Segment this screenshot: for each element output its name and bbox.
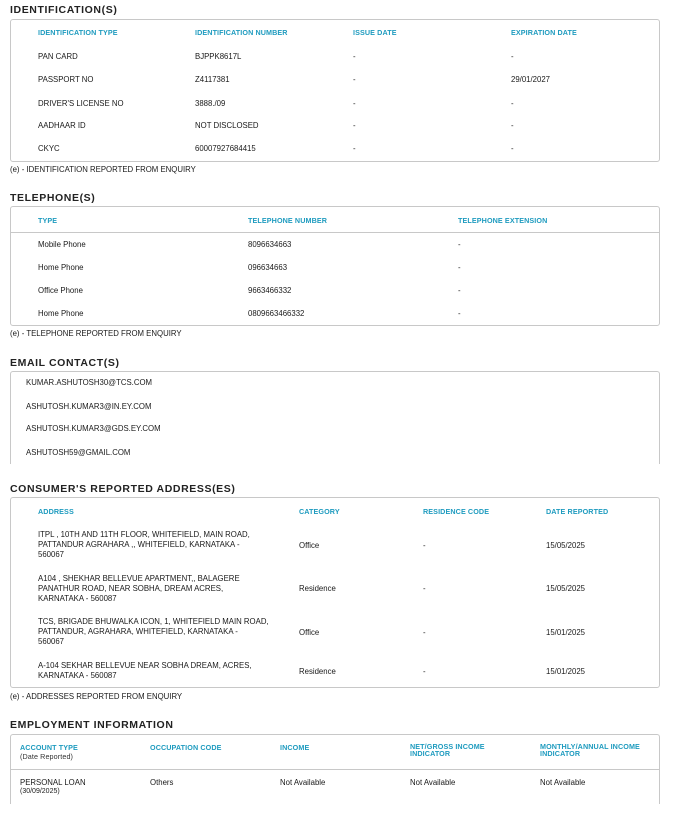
address-title: CONSUMER'S REPORTED ADDRESS(ES) [10, 483, 236, 495]
col-net-gross-l2: INDICATOR [410, 749, 451, 758]
id-type: PAN CARD [38, 52, 78, 61]
address-category: Residence [299, 667, 336, 676]
email-title: EMAIL CONTACT(S) [10, 357, 120, 369]
col-net-gross-l1: NET/GROSS INCOME [410, 742, 485, 751]
col-identification-number: IDENTIFICATION NUMBER [195, 28, 288, 37]
col-date-reported: DATE REPORTED [546, 507, 609, 516]
col-monthly-annual-income-indicator [540, 743, 640, 757]
employment-title: EMPLOYMENT INFORMATION [10, 719, 174, 731]
address-line: PANATHUR ROAD, NEAR SOBHA, DREAM ACRES, [38, 584, 224, 593]
phone-type: Home Phone [38, 309, 84, 318]
id-expiry: - [511, 144, 514, 153]
col-telephone-number: TELEPHONE NUMBER [248, 216, 328, 225]
phone-type: Home Phone [38, 263, 84, 272]
phone-number: 096634663 [248, 263, 288, 272]
col-issue-date: ISSUE DATE [353, 28, 397, 37]
col-expiration-date: EXPIRATION DATE [511, 28, 577, 37]
employment-occupation: Others [150, 778, 174, 787]
address-category: Residence [299, 584, 336, 593]
address-residence-code: - [423, 667, 426, 676]
employment-table [10, 734, 660, 804]
col-income: INCOME [280, 743, 310, 752]
col-account-type-sub: (Date Reported) [20, 752, 74, 761]
address-residence-code: - [423, 628, 426, 637]
col-account-type-label: ACCOUNT TYPE [20, 743, 78, 752]
email-list [10, 371, 660, 464]
id-expiry: - [511, 52, 514, 61]
id-number: Z4117381 [195, 75, 230, 84]
phone-extension: - [458, 240, 461, 249]
address-residence-code: - [423, 541, 426, 550]
id-number: 3888./09 [195, 99, 226, 108]
id-issue: - [353, 121, 356, 130]
id-issue: - [353, 99, 356, 108]
address-date: 15/05/2025 [546, 541, 586, 550]
col-address: ADDRESS [38, 507, 74, 516]
col-account-type [20, 743, 78, 761]
address-line: ITPL , 10TH AND 11TH FLOOR, WHITEFIELD, MAIN ROAD, [38, 530, 250, 539]
address-category: Office [299, 628, 320, 637]
phone-number: 0809663466332 [248, 309, 305, 318]
address-line: A-104 SEKHAR BELLEVUE NEAR SOBHA DREAM, ACRES, [38, 661, 252, 670]
address-line: PATTANDUR AGRAHARA ,, WHITEFIELD, KARNATAKA - [38, 540, 240, 549]
id-issue: - [353, 144, 356, 153]
col-net-gross-income-indicator [410, 743, 485, 757]
id-expiry: - [511, 99, 514, 108]
id-number: 60007927684415 [195, 144, 256, 153]
address-table [10, 497, 660, 688]
header-divider [11, 769, 659, 770]
phone-number: 9663466332 [248, 286, 292, 295]
address-line: 560067 [38, 550, 65, 559]
telephone-title: TELEPHONE(S) [10, 192, 96, 204]
col-residence-code: RESIDENCE CODE [423, 507, 490, 516]
employment-net-gross: Not Available [410, 778, 456, 787]
telephone-note: (e) - TELEPHONE REPORTED FROM ENQUIRY [10, 329, 182, 338]
phone-extension: - [458, 263, 461, 272]
id-issue: - [353, 75, 356, 84]
employment-monthly-annual: Not Available [540, 778, 586, 787]
header-divider [11, 232, 659, 233]
identification-note: (e) - IDENTIFICATION REPORTED FROM ENQUIRY [10, 165, 196, 174]
address-line: 560067 [38, 637, 65, 646]
id-expiry: - [511, 121, 514, 130]
col-telephone-extension: TELEPHONE EXTENSION [458, 216, 548, 225]
telephone-table [10, 206, 660, 326]
phone-number: 8096634663 [248, 240, 292, 249]
col-monthly-l1: MONTHLY/ANNUAL INCOME [540, 742, 640, 751]
address-line: PATTANDUR, AGRAHARA, WHITEFIELD, KARNATAKA - [38, 627, 238, 636]
id-issue: - [353, 52, 356, 61]
id-number: NOT DISCLOSED [195, 121, 259, 130]
address-date: 15/05/2025 [546, 584, 586, 593]
address-residence-code: - [423, 584, 426, 593]
phone-type: Mobile Phone [38, 240, 86, 249]
id-expiry: 29/01/2027 [511, 75, 551, 84]
col-occupation-code: OCCUPATION CODE [150, 743, 222, 752]
employment-income: Not Available [280, 778, 326, 787]
col-category: CATEGORY [299, 507, 340, 516]
id-type: DRIVER'S LICENSE NO [38, 99, 124, 108]
col-telephone-type: TYPE [38, 216, 58, 225]
address-line: TCS, BRIGADE BHUWALKA ICON, 1, WHITEFIELD MAIN ROAD, [38, 617, 269, 626]
address-date: 15/01/2025 [546, 628, 586, 637]
email-item: ASHUTOSH.KUMAR3@IN.EY.COM [26, 402, 152, 411]
email-item: ASHUTOSH.KUMAR3@GDS.EY.COM [26, 424, 161, 433]
address-date: 15/01/2025 [546, 667, 586, 676]
employment-account-type-label: PERSONAL LOAN [20, 778, 86, 787]
address-category: Office [299, 541, 320, 550]
id-type: AADHAAR ID [38, 121, 86, 130]
phone-extension: - [458, 286, 461, 295]
email-item: KUMAR.ASHUTOSH30@TCS.COM [26, 378, 153, 387]
id-type: PASSPORT NO [38, 75, 94, 84]
email-item: ASHUTOSH59@GMAIL.COM [26, 448, 131, 457]
id-type: CKYC [38, 144, 60, 153]
address-note: (e) - ADDRESSES REPORTED FROM ENQUIRY [10, 692, 183, 701]
col-monthly-l2: INDICATOR [540, 749, 581, 758]
employment-account-type [20, 778, 86, 796]
id-number: BJPPK8617L [195, 52, 242, 61]
address-line: KARNATAKA - 560087 [38, 594, 117, 603]
col-identification-type: IDENTIFICATION TYPE [38, 28, 118, 37]
address-line: KARNATAKA - 560087 [38, 671, 117, 680]
phone-type: Office Phone [38, 286, 83, 295]
employment-date: (30/09/2025) [20, 788, 60, 795]
phone-extension: - [458, 309, 461, 318]
identification-title: IDENTIFICATION(S) [10, 4, 118, 16]
address-line: A104 , SHEKHAR BELLEVUE APARTMENT,, BALAGERE [38, 574, 240, 583]
identification-table [10, 19, 660, 162]
